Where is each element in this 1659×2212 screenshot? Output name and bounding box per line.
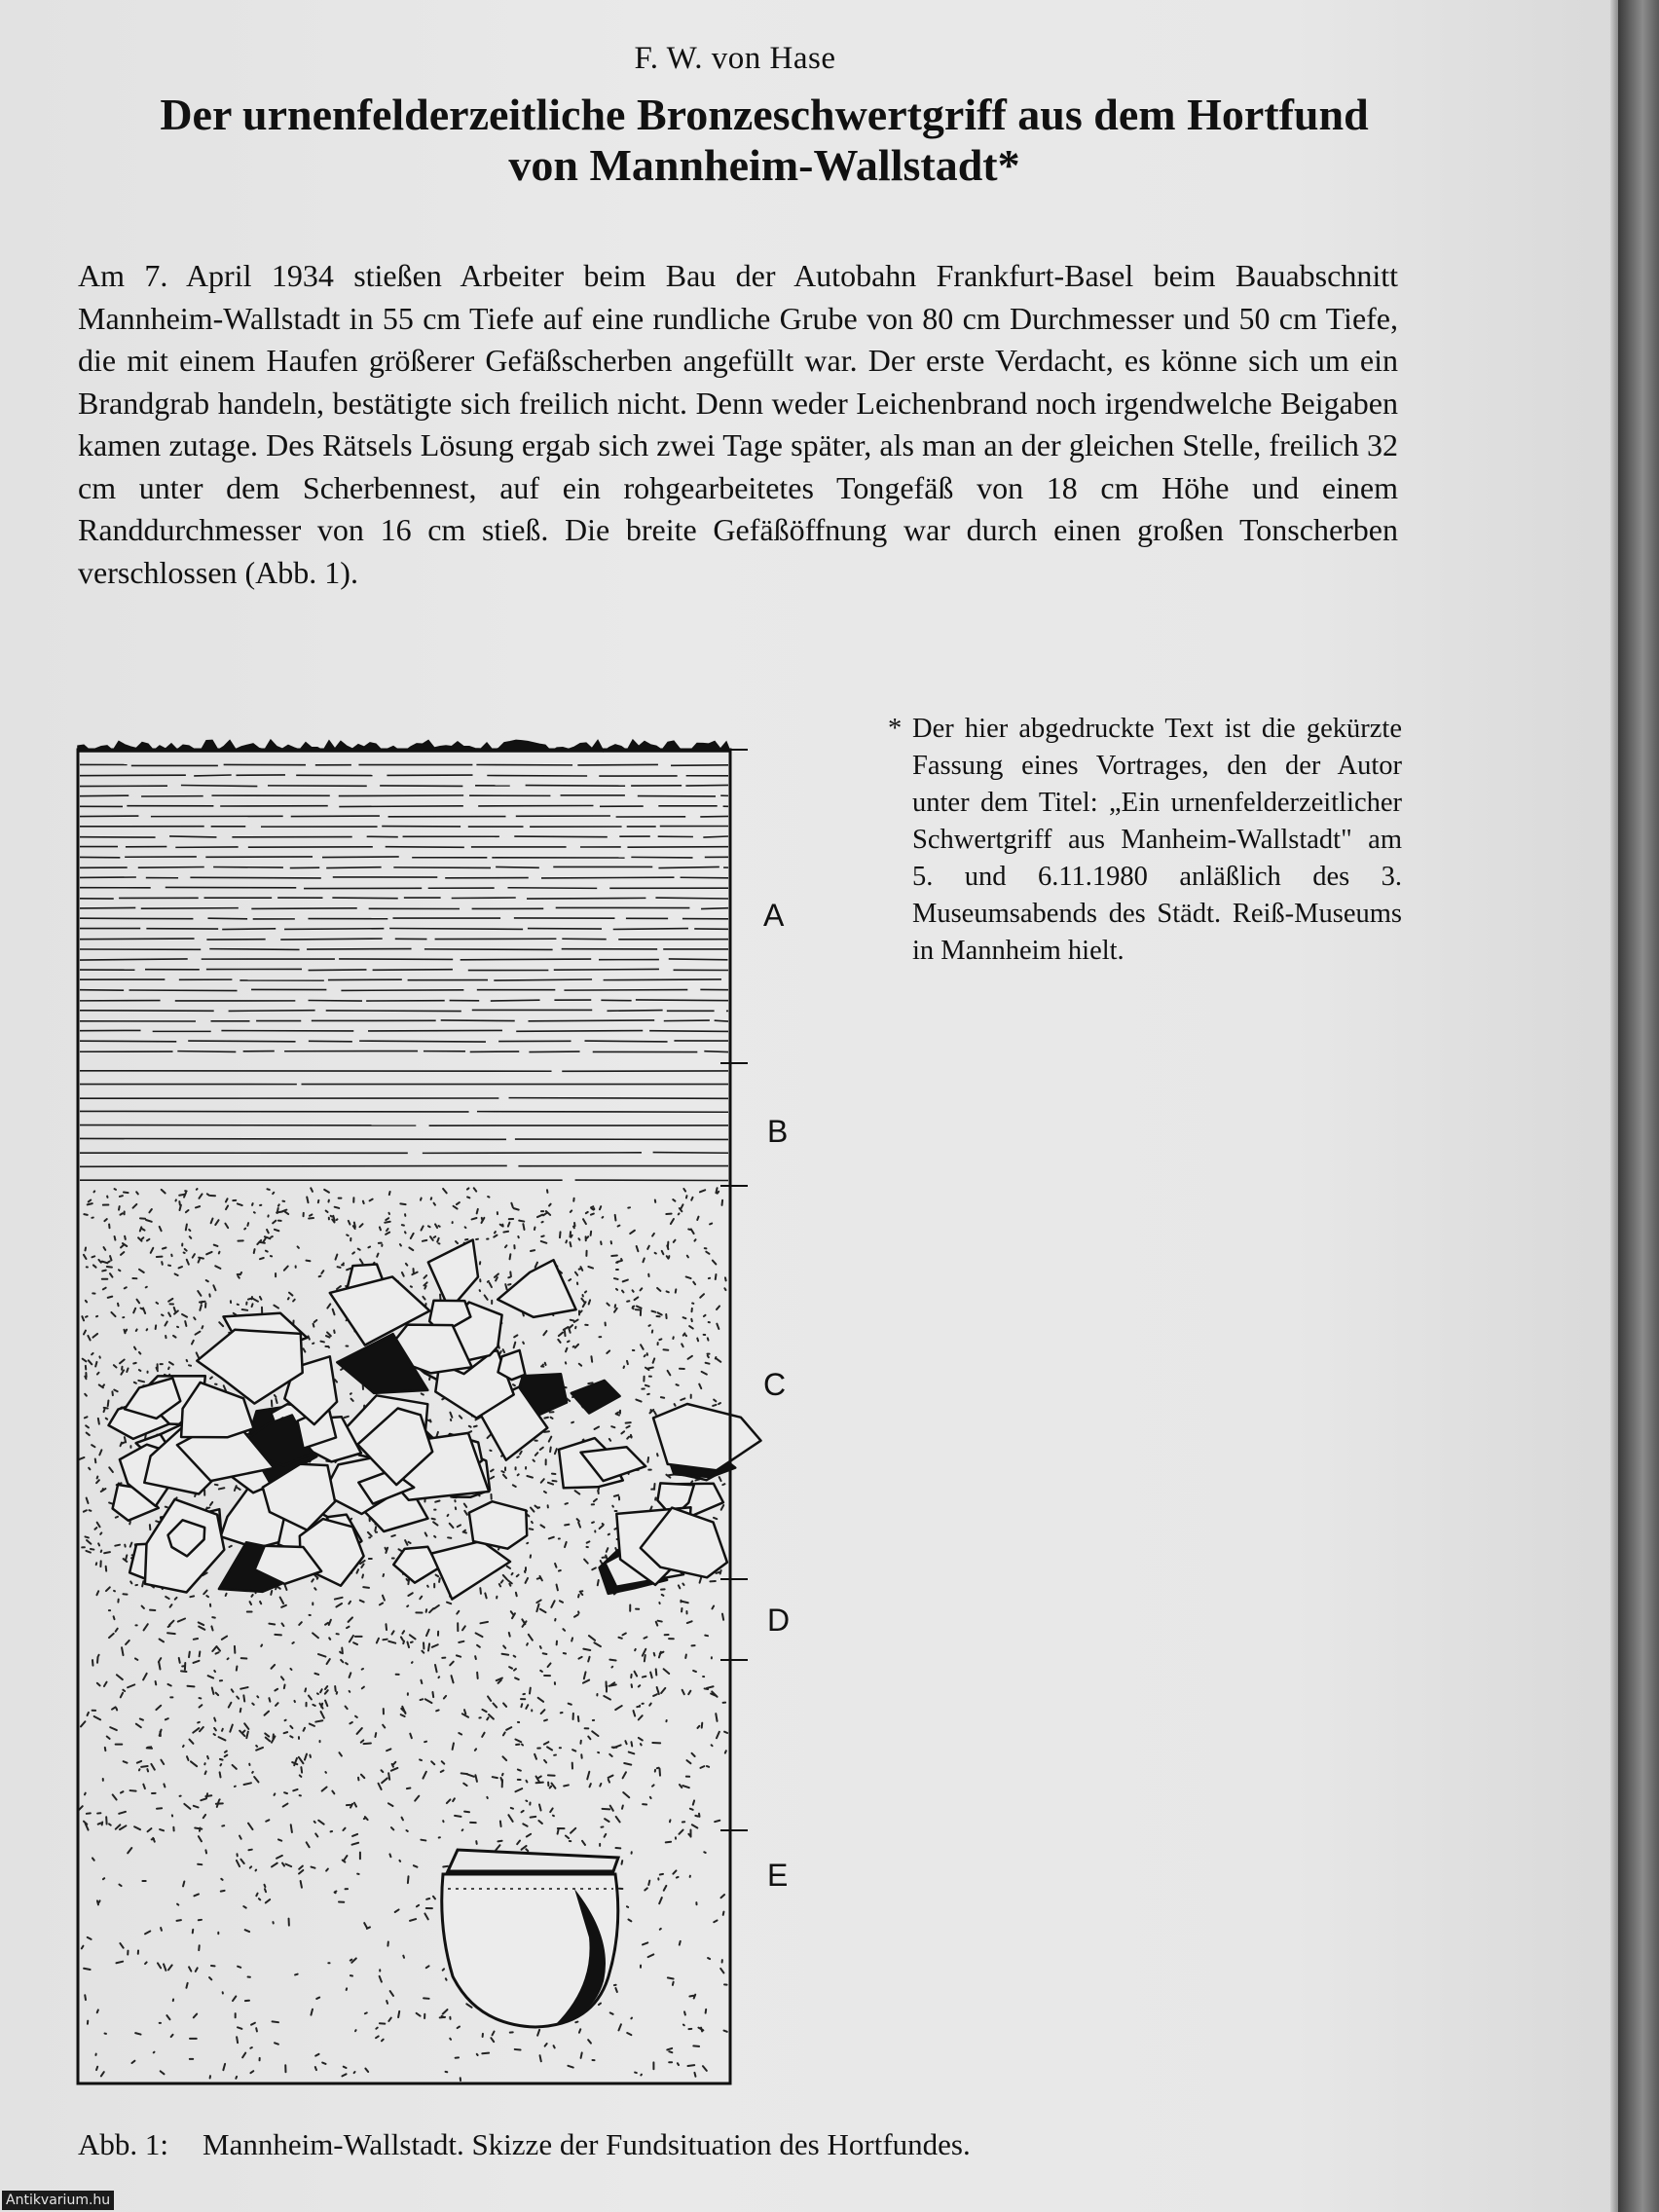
- layer-a-hatching: [80, 764, 728, 1051]
- sherd-pile-drawing: [109, 1240, 761, 1600]
- footnote: [888, 711, 1402, 970]
- figure-caption: [78, 2127, 971, 2162]
- clay-vessel-drawing: [442, 1850, 618, 2027]
- layer-label-b: B: [767, 1114, 789, 1149]
- layer-b-hatching: [80, 1071, 728, 1181]
- stratigraphy-figure: [68, 720, 808, 2103]
- intro-paragraph: Am 7. April 1934 stießen Arbeiter beim Bau der Autobahn Frankfurt-Basel beim Bauabschnitt Mannheim-Wallstadt in 55 cm Tiefe auf eine rundliche Grube von 80 cm Durchmesser und 50 cm Tiefe, die mit einem Haufen größerer Gefäßscherben angefüllt war. Der erste Verdacht, es könne sich um ein Brandgrab handeln, bestätigte sich freilich nicht. Denn weder Leichenbrand noch irgendwelche Beigaben kamen zutage. Des Rätsels Lösung ergab sich zwei Tage später, als man an der gleichen Stelle, freilich 32 cm unter dem Scherbennest, auf ein rohgearbeitetes Tongefäß von 18 cm Höhe und einem Randdurchmesser von 16 cm stieß. Die breite Gefäßöffnung war durch einen großen Tonscherben verschlossen (Abb. 1).: [78, 258, 1398, 590]
- book-spine-edge: [1618, 0, 1659, 2212]
- title-line-1: Der urnenfelderzeitliche Bronzeschwertgriff aus dem Hortfund: [160, 90, 1369, 139]
- stratigraphy-sketch: [68, 720, 808, 2103]
- footnote-marker: *: [888, 714, 903, 744]
- layer-label-a: A: [763, 898, 785, 933]
- caption-label: Abb. 1:: [78, 2127, 168, 2161]
- watermark: Antikvarium.hu: [2, 2191, 114, 2210]
- caption-text: Mannheim-Wallstadt. Skizze der Fundsituation des Hortfundes.: [203, 2127, 971, 2161]
- layer-label-e: E: [767, 1858, 789, 1893]
- layer-ticks: [720, 750, 748, 1830]
- article-title: [58, 90, 1470, 191]
- title-line-2: von Mannheim-Wallstadt*: [508, 140, 1020, 190]
- layer-label-c: C: [763, 1367, 787, 1402]
- author-name: F. W. von Hase: [634, 41, 836, 76]
- footnote-text: Der hier abgedruckte Text ist die gekürzte Fassung eines Vortrages, den der Autor unter dem Titel: „Ein urnenfelderzeitlicher Schwertgriff aus Manheim-Wallstadt" am 5. und 6.11.1980 anläßlich des 3. Museumsabends des Städt. Reiß-Museums in Mannheim hielt.: [912, 714, 1402, 966]
- layer-label-d: D: [767, 1603, 791, 1638]
